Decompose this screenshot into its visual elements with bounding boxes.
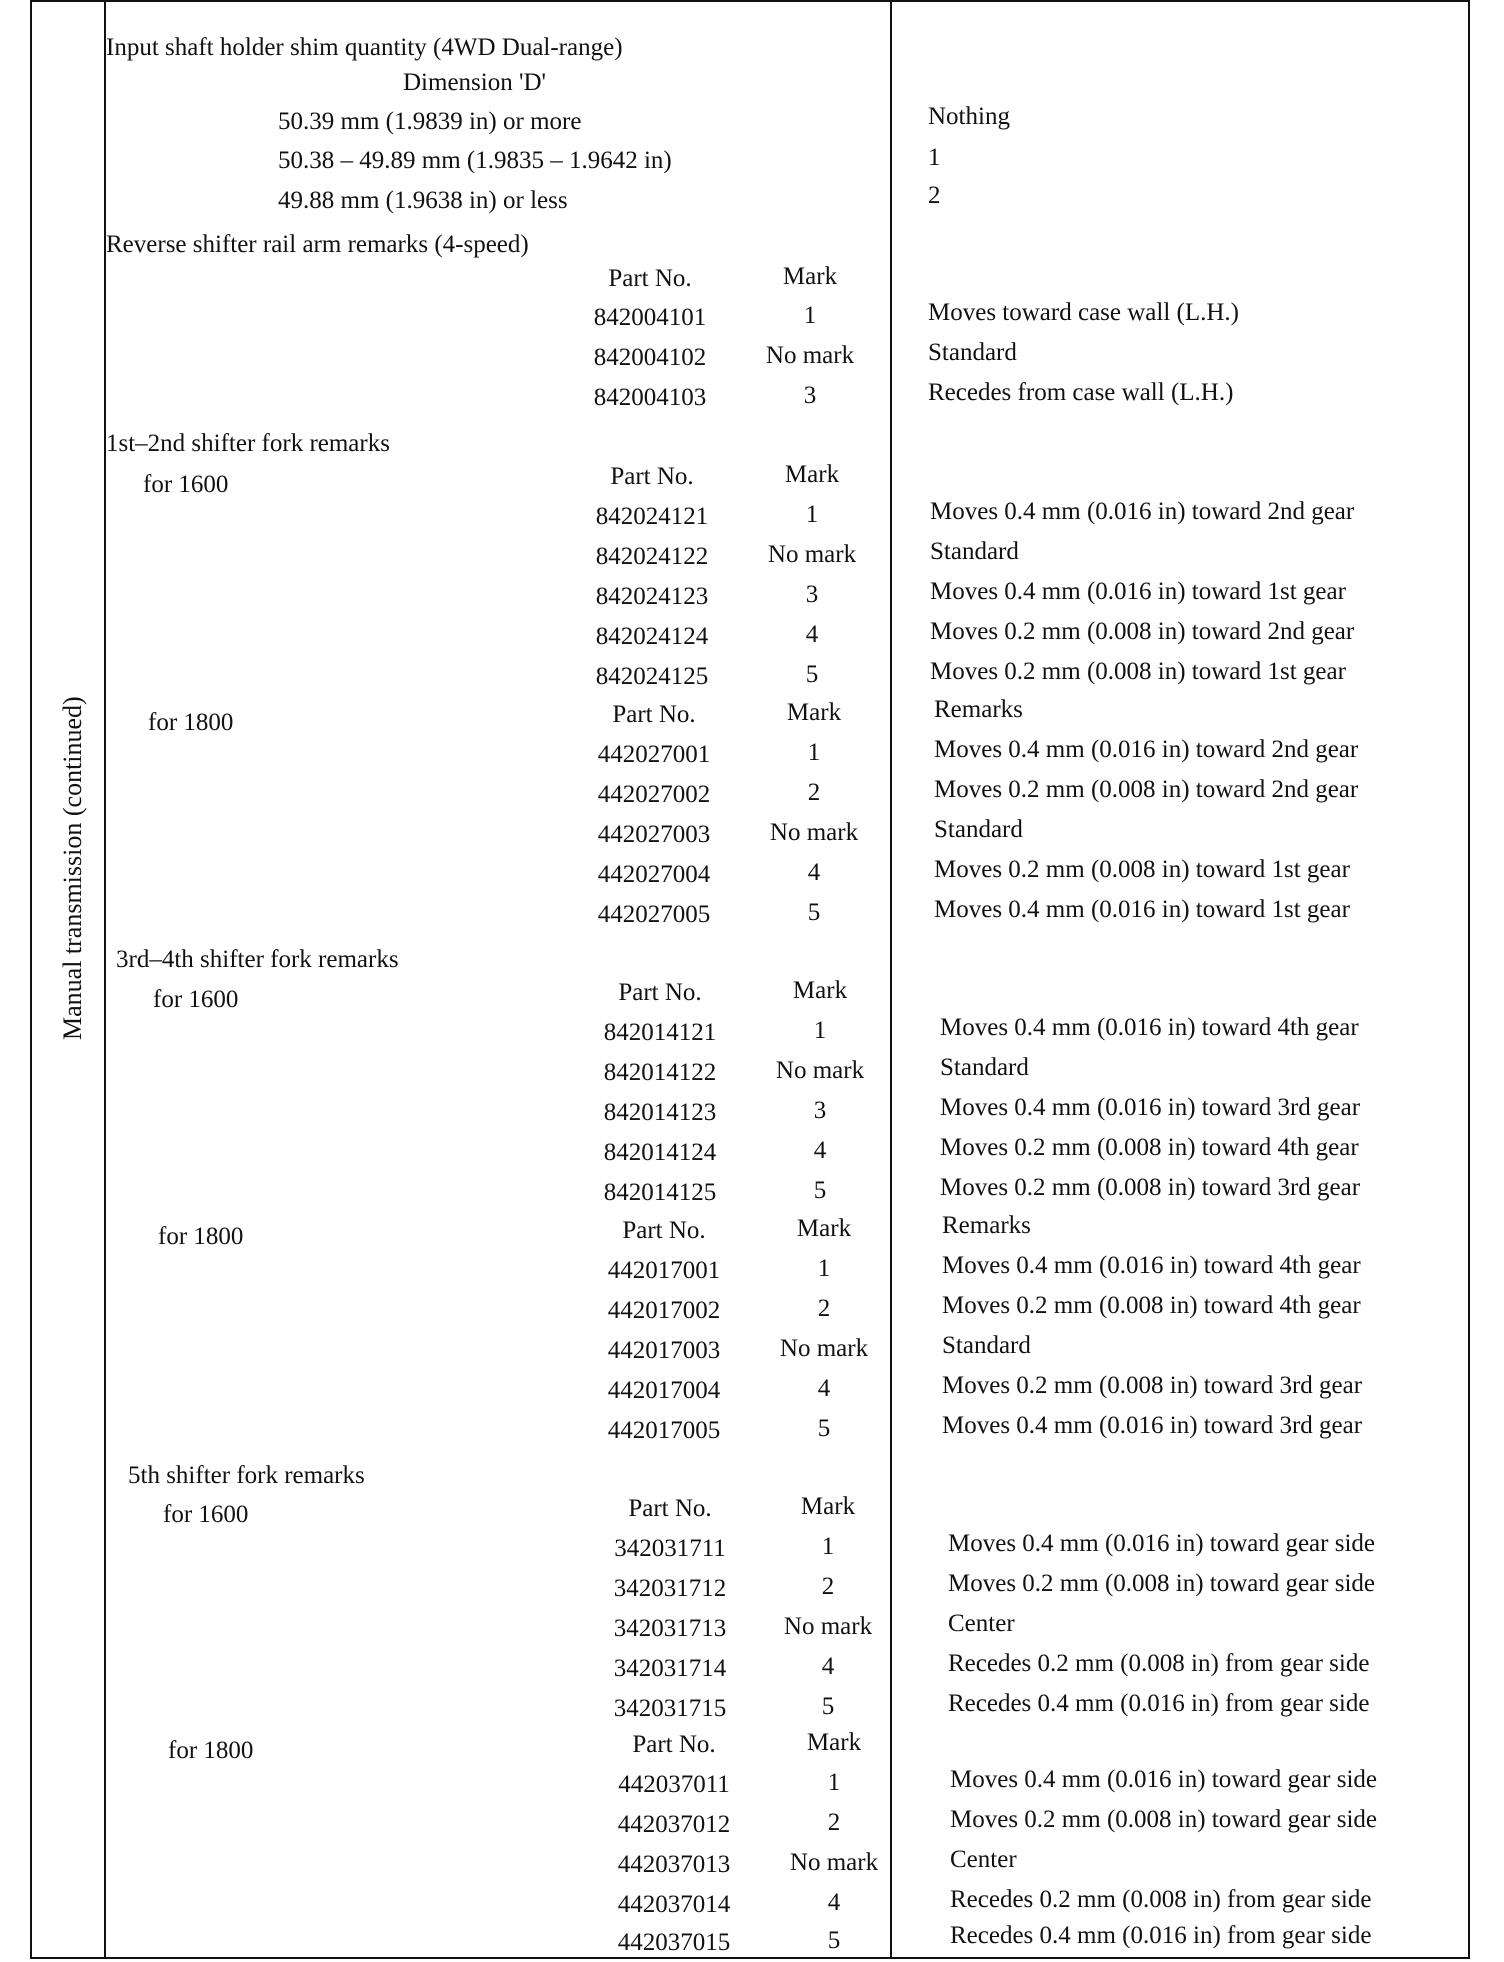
mark: No mark bbox=[783, 1613, 873, 1640]
remark: Moves 0.4 mm (0.016 in) toward gear side bbox=[950, 1766, 1378, 1793]
mark: 2 bbox=[821, 1573, 835, 1600]
mark: 2 bbox=[807, 779, 821, 806]
remark: Moves 0.2 mm (0.008 in) toward gear side bbox=[948, 1570, 1376, 1597]
mark: 5 bbox=[805, 661, 819, 688]
remark: Recedes 0.4 mm (0.016 in) from gear side bbox=[950, 1922, 1372, 1949]
remark: Moves 0.2 mm (0.008 in) toward 2nd gear bbox=[934, 776, 1359, 803]
part-no: 342031712 bbox=[613, 1575, 727, 1602]
fork34-1600-col-mark: Mark bbox=[792, 977, 848, 1004]
shim-dim: 49.88 mm (1.9638 in) or less bbox=[278, 187, 568, 214]
mark: 5 bbox=[807, 899, 821, 926]
fork34-1800-col-remark: Remarks bbox=[942, 1212, 1031, 1239]
mark: 4 bbox=[807, 859, 821, 886]
fork12-1800-col-part: Part No. bbox=[612, 701, 696, 728]
remark: Standard bbox=[930, 538, 1019, 565]
remark: Standard bbox=[942, 1332, 1031, 1359]
remark: Recedes 0.4 mm (0.016 in) from gear side bbox=[948, 1690, 1370, 1717]
fork5-1800-col-mark: Mark bbox=[806, 1729, 862, 1756]
shim-qty: Nothing bbox=[928, 103, 1010, 130]
mark: 5 bbox=[821, 1693, 835, 1720]
reverse-heading: Reverse shifter rail arm remarks (4-speed) bbox=[106, 231, 529, 258]
mark: No mark bbox=[789, 1849, 879, 1876]
part-no: 842024125 bbox=[595, 663, 709, 690]
remark: Moves 0.4 mm (0.016 in) toward 2nd gear bbox=[934, 736, 1359, 763]
input-shim-subheading: Dimension 'D' bbox=[403, 69, 547, 96]
mark: 1 bbox=[827, 1769, 841, 1796]
fork5-1600-label: for 1600 bbox=[163, 1501, 249, 1528]
fork12-1800-col-mark: Mark bbox=[786, 699, 842, 726]
fork5-1800-col-part: Part No. bbox=[632, 1731, 716, 1758]
mark: 1 bbox=[817, 1255, 831, 1282]
mark: 3 bbox=[805, 581, 819, 608]
remark: Moves 0.2 mm (0.008 in) toward 4th gear bbox=[942, 1292, 1361, 1319]
part-no: 842014124 bbox=[603, 1139, 717, 1166]
fork12-1600-col-part: Part No. bbox=[610, 463, 694, 490]
reverse-remark: Moves toward case wall (L.H.) bbox=[928, 299, 1240, 326]
fork34-heading: 3rd–4th shifter fork remarks bbox=[116, 946, 399, 973]
mark: 4 bbox=[805, 621, 819, 648]
fork34-1600-label: for 1600 bbox=[153, 986, 239, 1013]
part-no: 442017005 bbox=[607, 1417, 721, 1444]
remark: Moves 0.2 mm (0.008 in) toward 1st gear bbox=[934, 856, 1350, 883]
mark: 5 bbox=[817, 1415, 831, 1442]
fork5-1600-col-part: Part No. bbox=[628, 1495, 712, 1522]
remark: Moves 0.4 mm (0.016 in) toward gear side bbox=[948, 1530, 1376, 1557]
fork5-1800-label: for 1800 bbox=[168, 1737, 254, 1764]
remark: Moves 0.2 mm (0.008 in) toward 4th gear bbox=[940, 1134, 1359, 1161]
remark: Moves 0.4 mm (0.016 in) toward 3rd gear bbox=[942, 1412, 1363, 1439]
part-no: 442027003 bbox=[597, 821, 711, 848]
mark: 4 bbox=[817, 1375, 831, 1402]
reverse-mark: 1 bbox=[803, 302, 817, 329]
mark: 1 bbox=[813, 1017, 827, 1044]
remark: Recedes 0.2 mm (0.008 in) from gear side bbox=[948, 1650, 1370, 1677]
part-no: 342031714 bbox=[613, 1655, 727, 1682]
remark: Recedes 0.2 mm (0.008 in) from gear side bbox=[950, 1886, 1372, 1913]
part-no: 842024122 bbox=[595, 543, 709, 570]
mark: 5 bbox=[813, 1177, 827, 1204]
mark: 2 bbox=[827, 1809, 841, 1836]
remark: Moves 0.2 mm (0.008 in) toward 3rd gear bbox=[942, 1372, 1363, 1399]
part-no: 442027002 bbox=[597, 781, 711, 808]
part-no: 442017002 bbox=[607, 1297, 721, 1324]
remark: Moves 0.4 mm (0.016 in) toward 1st gear bbox=[930, 578, 1346, 605]
remark: Standard bbox=[940, 1054, 1029, 1081]
part-no: 342031715 bbox=[613, 1695, 727, 1722]
mark: No mark bbox=[769, 819, 859, 846]
shim-qty: 2 bbox=[928, 182, 941, 209]
mark: 5 bbox=[827, 1927, 841, 1954]
fork5-heading: 5th shifter fork remarks bbox=[128, 1462, 365, 1489]
part-no: 442037011 bbox=[618, 1771, 730, 1798]
remark: Moves 0.2 mm (0.008 in) toward 1st gear bbox=[930, 658, 1346, 685]
remarks-column-divider bbox=[890, 0, 892, 1957]
part-no: 442017003 bbox=[607, 1337, 721, 1364]
mark: 1 bbox=[807, 739, 821, 766]
part-no: 842024123 bbox=[595, 583, 709, 610]
part-no: 442027001 bbox=[597, 741, 711, 768]
remark: Moves 0.4 mm (0.016 in) toward 4th gear bbox=[942, 1252, 1361, 1279]
mark: No mark bbox=[779, 1335, 869, 1362]
remark: Moves 0.4 mm (0.016 in) toward 4th gear bbox=[940, 1014, 1359, 1041]
reverse-col-part: Part No. bbox=[608, 265, 692, 292]
part-no: 442017004 bbox=[607, 1377, 721, 1404]
part-no: 342031713 bbox=[613, 1615, 727, 1642]
remark: Moves 0.4 mm (0.016 in) toward 2nd gear bbox=[930, 498, 1355, 525]
mark: 4 bbox=[821, 1653, 835, 1680]
fork34-1800-label: for 1800 bbox=[158, 1223, 244, 1250]
shim-qty: 1 bbox=[928, 144, 941, 171]
reverse-remark: Recedes from case wall (L.H.) bbox=[928, 379, 1234, 406]
fork12-heading: 1st–2nd shifter fork remarks bbox=[106, 430, 390, 457]
mark: 1 bbox=[805, 501, 819, 528]
part-no: 342031711 bbox=[614, 1535, 726, 1562]
fork34-1800-col-mark: Mark bbox=[796, 1215, 852, 1242]
reverse-col-mark: Mark bbox=[782, 263, 838, 290]
remark: Moves 0.4 mm (0.016 in) toward 1st gear bbox=[934, 896, 1350, 923]
part-no: 442037012 bbox=[617, 1811, 731, 1838]
fork12-1600-col-mark: Mark bbox=[784, 461, 840, 488]
remark: Moves 0.2 mm (0.008 in) toward 2nd gear bbox=[930, 618, 1355, 645]
mark: No mark bbox=[767, 541, 857, 568]
fork12-1800-col-remark: Remarks bbox=[934, 696, 1023, 723]
part-no: 842014121 bbox=[603, 1019, 717, 1046]
mark: 1 bbox=[821, 1533, 835, 1560]
fork5-1600-col-mark: Mark bbox=[800, 1493, 856, 1520]
part-no: 442037015 bbox=[617, 1929, 731, 1956]
remark: Standard bbox=[934, 816, 1023, 843]
part-no: 842024124 bbox=[595, 623, 709, 650]
reverse-part: 842004103 bbox=[593, 384, 707, 411]
reverse-part: 842004102 bbox=[593, 344, 707, 371]
mark: No mark bbox=[775, 1057, 865, 1084]
side-title: Manual transmission (continued) bbox=[58, 696, 87, 1040]
side-column-divider bbox=[104, 0, 106, 1957]
reverse-mark: 3 bbox=[803, 382, 817, 409]
part-no: 842024121 bbox=[595, 503, 709, 530]
mark: 2 bbox=[817, 1295, 831, 1322]
mark: 3 bbox=[813, 1097, 827, 1124]
shim-dim: 50.39 mm (1.9839 in) or more bbox=[278, 108, 582, 135]
part-no: 842014122 bbox=[603, 1059, 717, 1086]
remark: Center bbox=[950, 1846, 1017, 1873]
part-no: 442027005 bbox=[597, 901, 711, 928]
reverse-part: 842004101 bbox=[593, 304, 707, 331]
remark: Moves 0.4 mm (0.016 in) toward 3rd gear bbox=[940, 1094, 1361, 1121]
remark: Moves 0.2 mm (0.008 in) toward 3rd gear bbox=[940, 1174, 1361, 1201]
part-no: 442027004 bbox=[597, 861, 711, 888]
fork34-1600-col-part: Part No. bbox=[618, 979, 702, 1006]
remark: Center bbox=[948, 1610, 1015, 1637]
part-no: 442037013 bbox=[617, 1851, 731, 1878]
reverse-mark: No mark bbox=[765, 342, 855, 369]
fork12-1600-label: for 1600 bbox=[143, 471, 229, 498]
mark: 4 bbox=[813, 1137, 827, 1164]
fork12-1800-label: for 1800 bbox=[148, 709, 234, 736]
fork34-1800-col-part: Part No. bbox=[622, 1217, 706, 1244]
reverse-remark: Standard bbox=[928, 339, 1017, 366]
part-no: 842014125 bbox=[603, 1179, 717, 1206]
input-shim-heading: Input shaft holder shim quantity (4WD Dual-range) bbox=[106, 34, 623, 61]
mark: 4 bbox=[827, 1889, 841, 1916]
part-no: 442017001 bbox=[607, 1257, 721, 1284]
part-no: 442037014 bbox=[617, 1891, 731, 1918]
remark: Moves 0.2 mm (0.008 in) toward gear side bbox=[950, 1806, 1378, 1833]
part-no: 842014123 bbox=[603, 1099, 717, 1126]
shim-dim: 50.38 – 49.89 mm (1.9835 – 1.9642 in) bbox=[278, 147, 672, 174]
